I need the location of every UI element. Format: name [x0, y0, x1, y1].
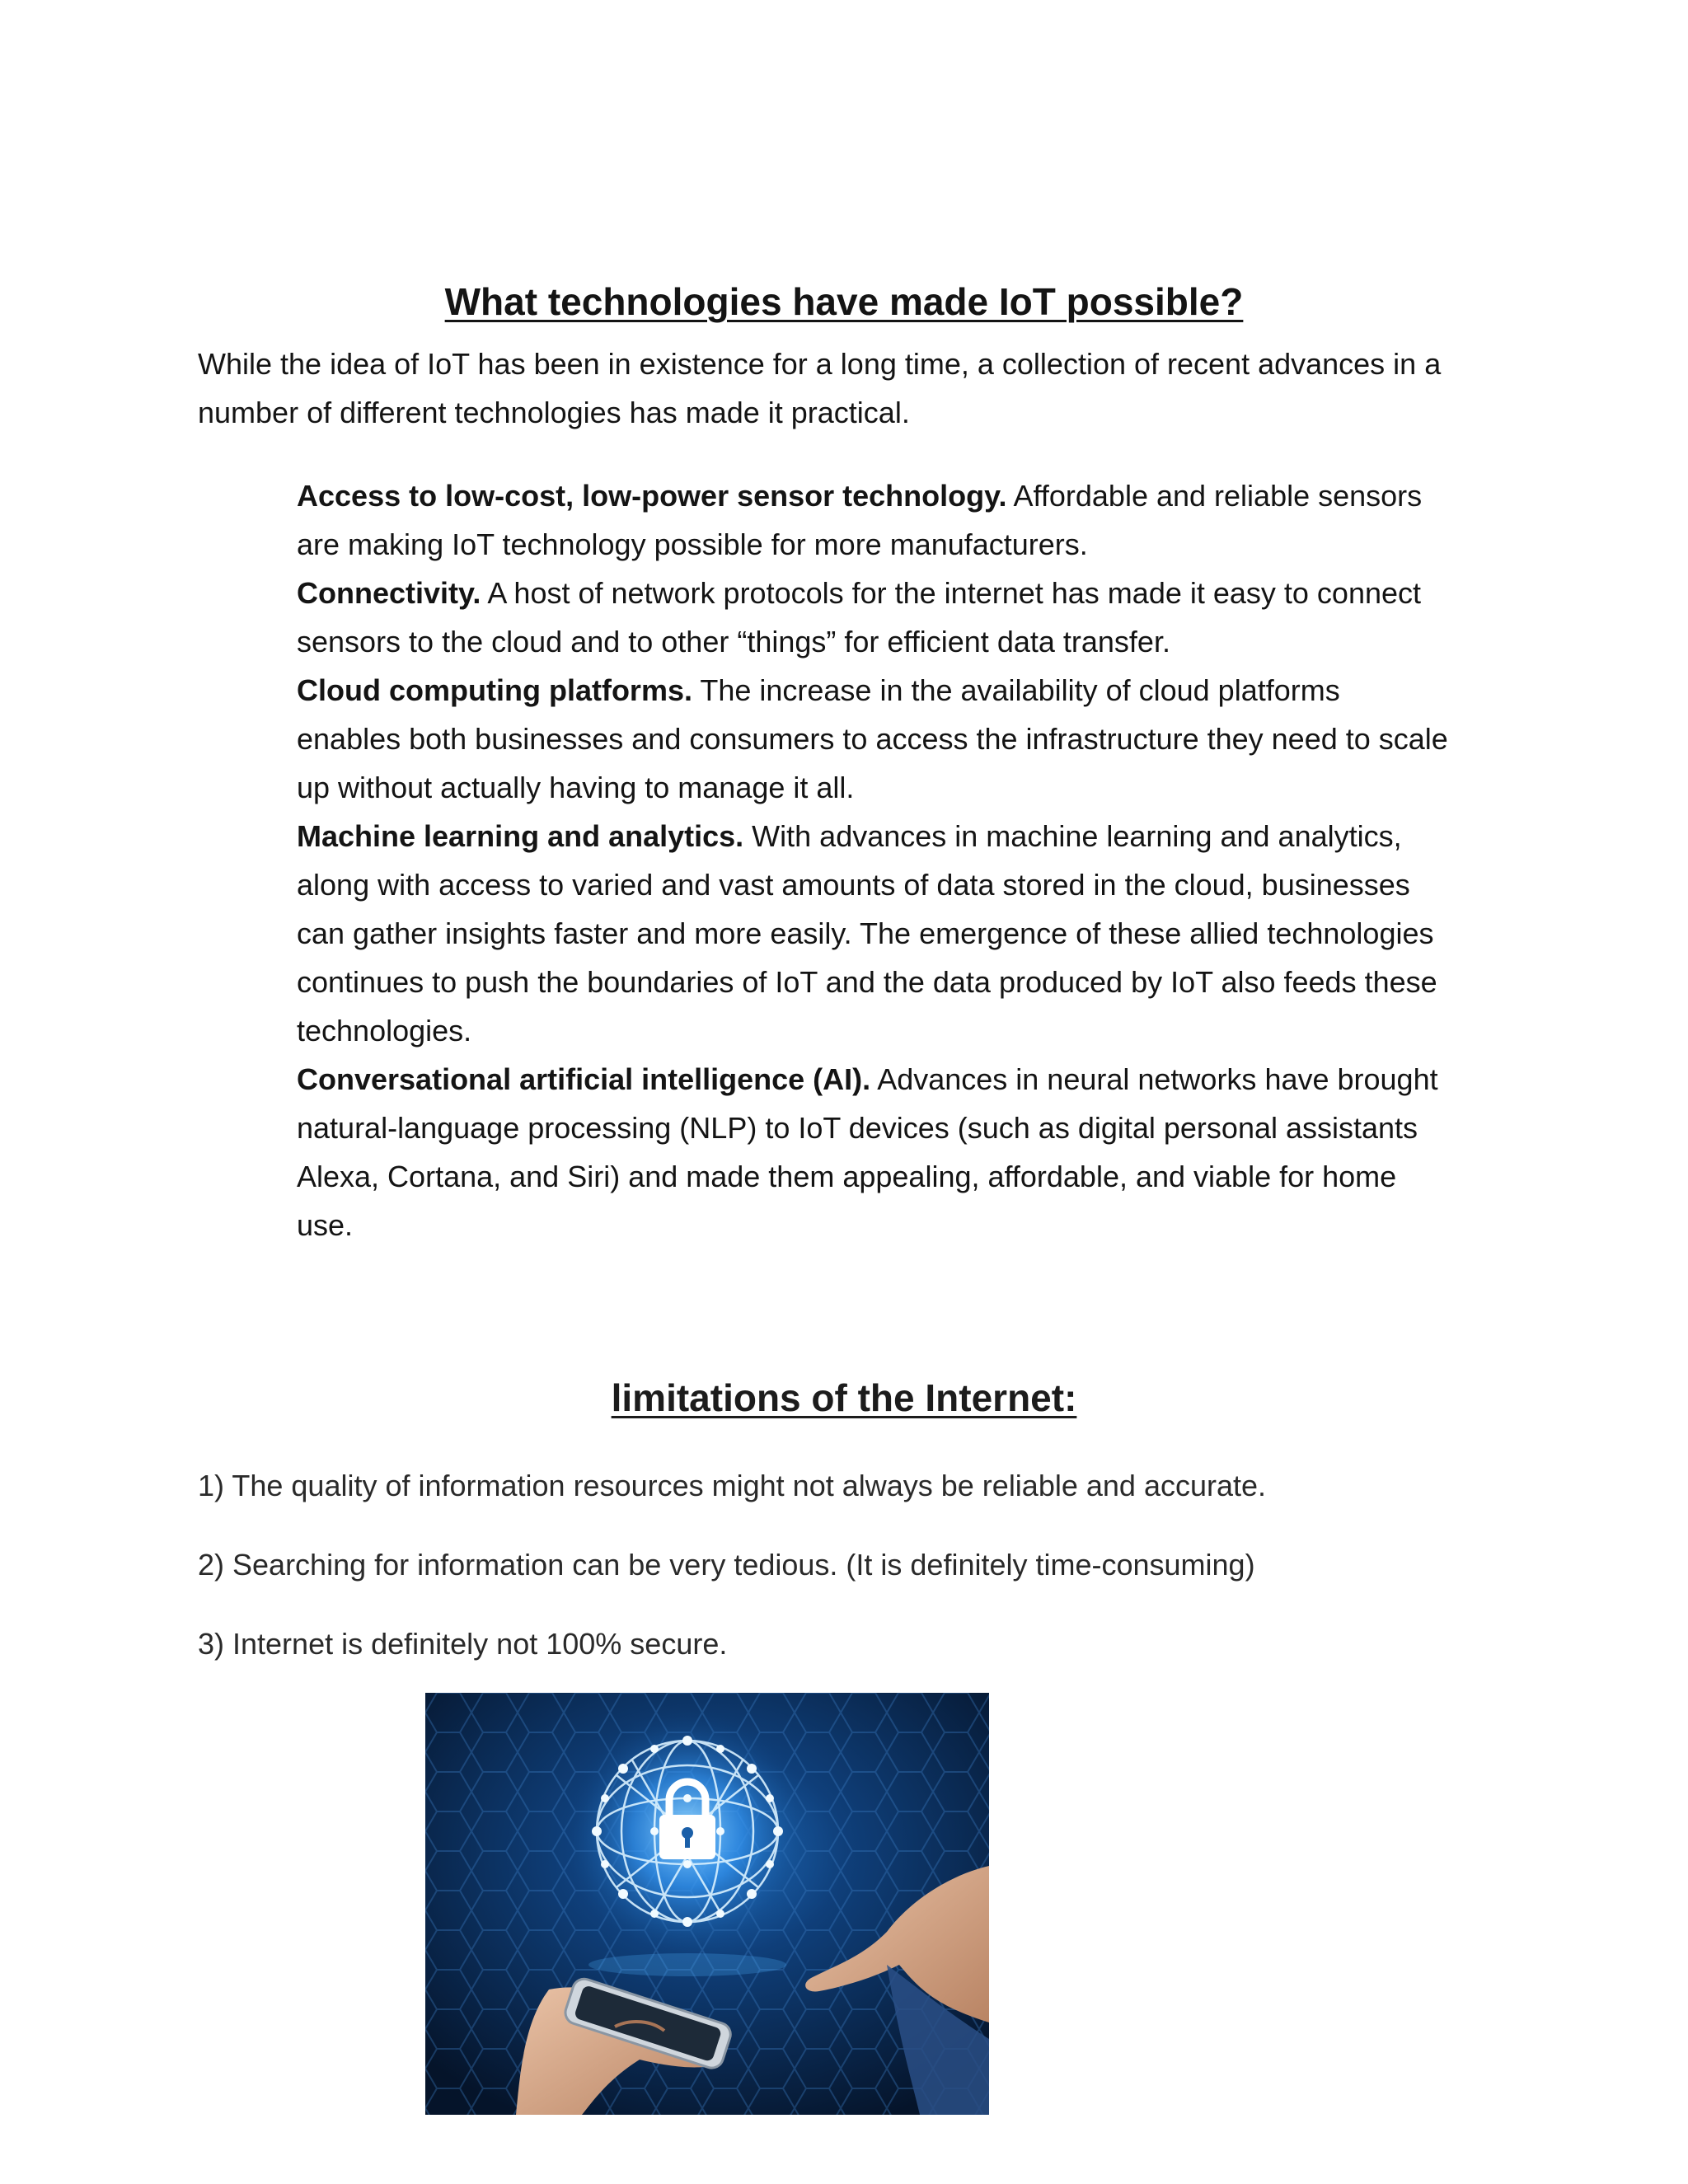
item-text: With advances in machine learning and analytics, along with access to varied and vast amounts of data stored in the cloud, businesses can gather insights faster and more easily. The emergence of these allied technologies continues to push the boundaries of IoT and the data produced by IoT also feeds these technologies. [297, 819, 1437, 1047]
intro-paragraph: While the idea of IoT has been in existence for a long time, a collection of recent advances in a number of different technologies has made it practical. [198, 347, 1442, 429]
technologies-list [297, 471, 1451, 1249]
item-text: The increase in the availability of cloud platforms enables both businesses and consumers to access the infrastructure they need to scale up without actually having to manage it all. [297, 673, 1448, 804]
item-title: Connectivity. [297, 576, 481, 610]
list-item [297, 569, 1451, 666]
padlock-network-sphere-icon [425, 1693, 989, 2115]
list-item: 3) Internet is definitely not 100% secure. [198, 1627, 728, 1661]
limitations-heading: limitations of the Internet: [611, 1376, 1077, 1419]
main-heading: What technologies have made IoT possible? [444, 280, 1244, 323]
security-illustration [425, 1693, 989, 2115]
item-text: Affordable and reliable sensors are making IoT technology possible for more manufacturers. [297, 479, 1423, 561]
list-item [297, 471, 1451, 569]
item-title: Access to low-cost, low-power sensor technology. [297, 479, 1007, 513]
item-title: Conversational artificial intelligence (AI). [297, 1062, 871, 1096]
item-text: Advances in neural networks have brought natural-language processing (NLP) to IoT devices (such as digital personal assistants Alexa, Cortana, and Siri) and made them appealing, affordable, and viable for home use. [297, 1062, 1438, 1242]
list-item: 2) Searching for information can be very tedious. (It is definitely time-consuming) [198, 1548, 1255, 1582]
list-item [297, 812, 1451, 1055]
item-title: Machine learning and analytics. [297, 819, 744, 853]
list-item [297, 1055, 1451, 1249]
list-item [297, 666, 1451, 812]
item-text: A host of network protocols for the internet has made it easy to connect sensors to the cloud and to other “things” for efficient data transfer. [297, 576, 1422, 658]
item-title: Cloud computing platforms. [297, 673, 692, 707]
limitations-list [198, 1465, 1517, 1703]
list-item: 1) The quality of information resources might not always be reliable and accurate. [198, 1469, 1267, 1502]
